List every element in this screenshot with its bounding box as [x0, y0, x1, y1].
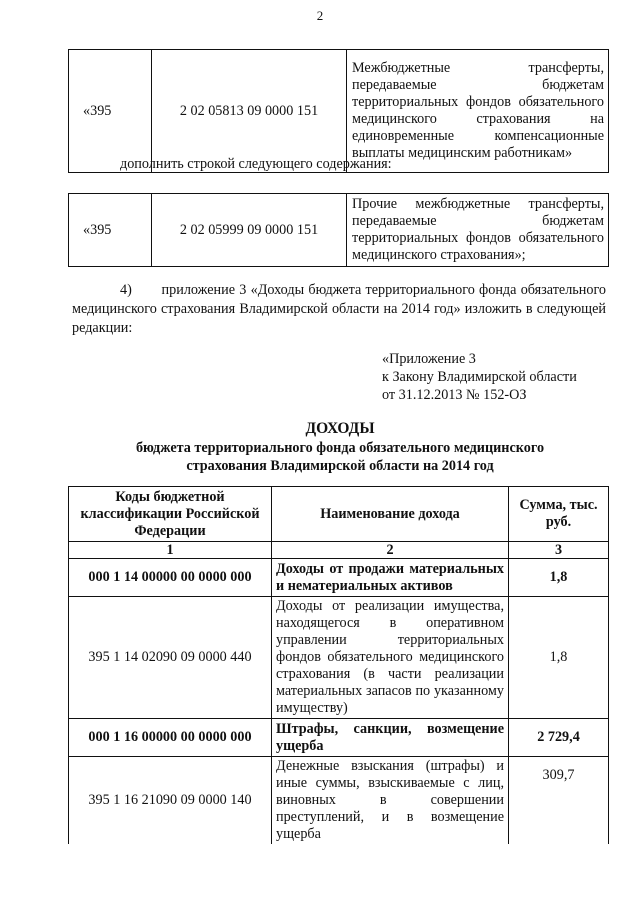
table-row	[69, 194, 609, 267]
row-code: 395 1 16 21090 09 0000 140	[69, 757, 272, 845]
table-header-row	[69, 487, 609, 542]
table-row	[69, 50, 609, 173]
table-row	[69, 559, 609, 597]
column-number-3: 3	[509, 542, 609, 559]
row-name: Доходы от реализации имущества, находящегося в оперативном управлении территориальных фондов обязательного медицинского страхования (в части реализации материальных запасов по указанному имуществу)	[272, 597, 509, 719]
table-cell-code-admin: «395	[69, 50, 152, 173]
table-cell-code-admin: «395	[69, 194, 152, 267]
amendment-table-2	[68, 193, 609, 267]
row-code: 000 1 14 00000 00 0000 000	[69, 559, 272, 597]
income-table	[68, 486, 609, 844]
column-number-1: 1	[69, 542, 272, 559]
table-cell-code-kbk: 2 02 05999 09 0000 151	[152, 194, 347, 267]
header-name: Наименование дохода	[272, 487, 509, 542]
appendix-reference	[382, 350, 612, 404]
table-cell-description: Прочие межбюджетные трансферты, передаваемые бюджетам территориальных фондов обязательного медицинского страхования»;	[347, 194, 609, 267]
page-number: 2	[316, 8, 324, 23]
document-subtitle-line-2: страхования Владимирской области на 2014 год	[186, 458, 494, 474]
table-cell-code-kbk: 2 02 05813 09 0000 151	[152, 50, 347, 173]
document-subtitle-line-1: бюджета территориального фонда обязательного медицинского	[135, 440, 545, 456]
row-sum: 1,8	[509, 559, 609, 597]
row-sum: 309,7	[509, 757, 609, 845]
paragraph-4: 4) приложение 3 «Доходы бюджета территориального фонда обязательного медицинского страхования Владимирской области на 2014 год» изложить в следующей редакции:	[72, 282, 606, 336]
row-code: 000 1 16 00000 00 0000 000	[69, 719, 272, 757]
table-row	[69, 757, 609, 845]
document-title: ДОХОДЫ	[305, 420, 375, 437]
table-row	[69, 719, 609, 757]
add-line-text: дополнить строкой следующего содержания:	[120, 156, 392, 172]
appendix-line-3: от 31.12.2013 № 152-ОЗ	[382, 387, 527, 403]
column-number-row	[69, 542, 609, 559]
row-code: 395 1 14 02090 09 0000 440	[69, 597, 272, 719]
header-sum: Сумма, тыс. руб.	[509, 487, 609, 542]
amendment-table-1	[68, 49, 609, 173]
appendix-line-1: «Приложение 3	[382, 351, 476, 367]
appendix-line-2: к Закону Владимирской области	[382, 369, 577, 385]
row-name: Денежные взыскания (штрафы) и иные суммы, взыскиваемые с лиц, виновных в совершении преступлений, и в возмещение ущерба	[272, 757, 509, 845]
row-name: Доходы от продажи материальных и нематериальных активов	[272, 559, 509, 597]
row-sum: 1,8	[509, 597, 609, 719]
row-name: Штрафы, санкции, возмещение ущерба	[272, 719, 509, 757]
table-row	[69, 597, 609, 719]
column-number-2: 2	[272, 542, 509, 559]
table-cell-description: Межбюджетные трансферты, передаваемые бюджетам территориальных фондов обязательного медицинского страхования на единовременные компенсационные выплаты медицинским работникам»	[347, 50, 609, 173]
header-code: Коды бюджетной классификации Российской Федерации	[69, 487, 272, 542]
row-sum: 2 729,4	[509, 719, 609, 757]
